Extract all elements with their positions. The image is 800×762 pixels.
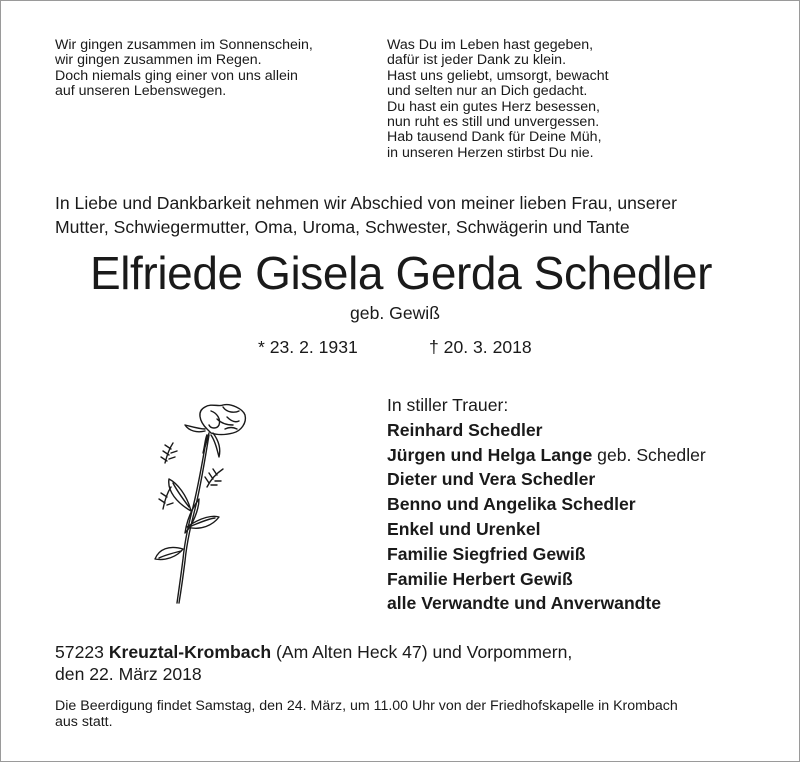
poem-line: wir gingen zusammen im Regen.	[55, 52, 262, 69]
mourner-entry	[387, 443, 706, 468]
mourner-entry	[387, 517, 706, 542]
address-rest: (Am Alten Heck 47) und Vorpommern,	[271, 642, 573, 662]
mourner-name: Jürgen und Helga Lange	[387, 444, 593, 465]
poem-line: nun ruht es still und unvergessen.	[387, 114, 600, 131]
mourner-entry	[387, 591, 706, 616]
mourner-name: Benno und Angelika Schedler	[387, 494, 636, 515]
farewell-intro	[55, 191, 677, 239]
mourner-suffix: geb. Schedler	[592, 444, 706, 465]
funeral-line-2: aus statt.	[55, 714, 113, 730]
death-date: † 20. 3. 2018	[429, 337, 532, 357]
mourners-intro: In stiller Trauer:	[387, 395, 509, 415]
place-and-date	[55, 641, 572, 685]
poem-line: dafür ist jeder Dank zu klein.	[387, 52, 567, 69]
mourner-entry	[387, 418, 706, 443]
mourner-name: alle Verwandte und Anverwandte	[387, 593, 662, 614]
deceased-name: Elfriede Gisela Gerda Schedler	[89, 247, 713, 299]
town-name: Kreuztal-Krombach	[108, 642, 272, 662]
poem-line: Hab tausend Dank für Deine Müh,	[387, 129, 602, 146]
mourner-name: Familie Herbert Gewiß	[387, 568, 573, 589]
mourner-name: Enkel und Urenkel	[387, 518, 541, 539]
address-line	[55, 641, 572, 663]
mourner-name: Dieter und Vera Schedler	[387, 469, 596, 490]
poem-left	[55, 38, 313, 100]
mourner-entry	[387, 567, 706, 592]
mourner-entry	[387, 542, 706, 567]
poem-line: Du hast ein gutes Herz besessen,	[387, 98, 600, 115]
maiden-name: geb. Gewiß	[350, 303, 440, 323]
zip-code: 57223	[55, 642, 104, 662]
mourner-entry	[387, 492, 706, 517]
mourner-entry	[387, 467, 706, 492]
funeral-info	[55, 698, 678, 730]
rose-illustration	[147, 399, 257, 605]
mourner-name: Familie Siegfried Gewiß	[387, 543, 586, 564]
poem-line: und selten nur an Dich gedacht.	[387, 83, 588, 100]
notice-date: den 22. März 2018	[55, 664, 202, 684]
poem-line: Was Du im Leben hast gegeben,	[387, 37, 594, 53]
intro-line-1: In Liebe und Dankbarkeit nehmen wir Abschied von meiner lieben Frau, unserer	[55, 193, 678, 213]
funeral-line-1: Die Beerdigung findet Samstag, den 24. März, um 11.00 Uhr von der Friedhofskapelle in Krombach	[55, 698, 678, 714]
poem-line: Hast uns geliebt, umsorgt, bewacht	[387, 67, 609, 84]
mourners-list	[387, 393, 706, 616]
birth-date: * 23. 2. 1931	[258, 337, 358, 357]
mourner-name: Reinhard Schedler	[387, 419, 543, 440]
poem-line: auf unseren Lebenswegen.	[55, 83, 227, 100]
poem-line: in unseren Herzen stirbst Du nie.	[387, 144, 594, 161]
poem-line: Doch niemals ging einer von uns allein	[55, 67, 298, 84]
intro-line-2: Mutter, Schwiegermutter, Oma, Uroma, Schwester, Schwägerin und Tante	[55, 217, 630, 237]
poem-line: Wir gingen zusammen im Sonnenschein,	[55, 37, 313, 53]
poem-right	[387, 38, 609, 161]
